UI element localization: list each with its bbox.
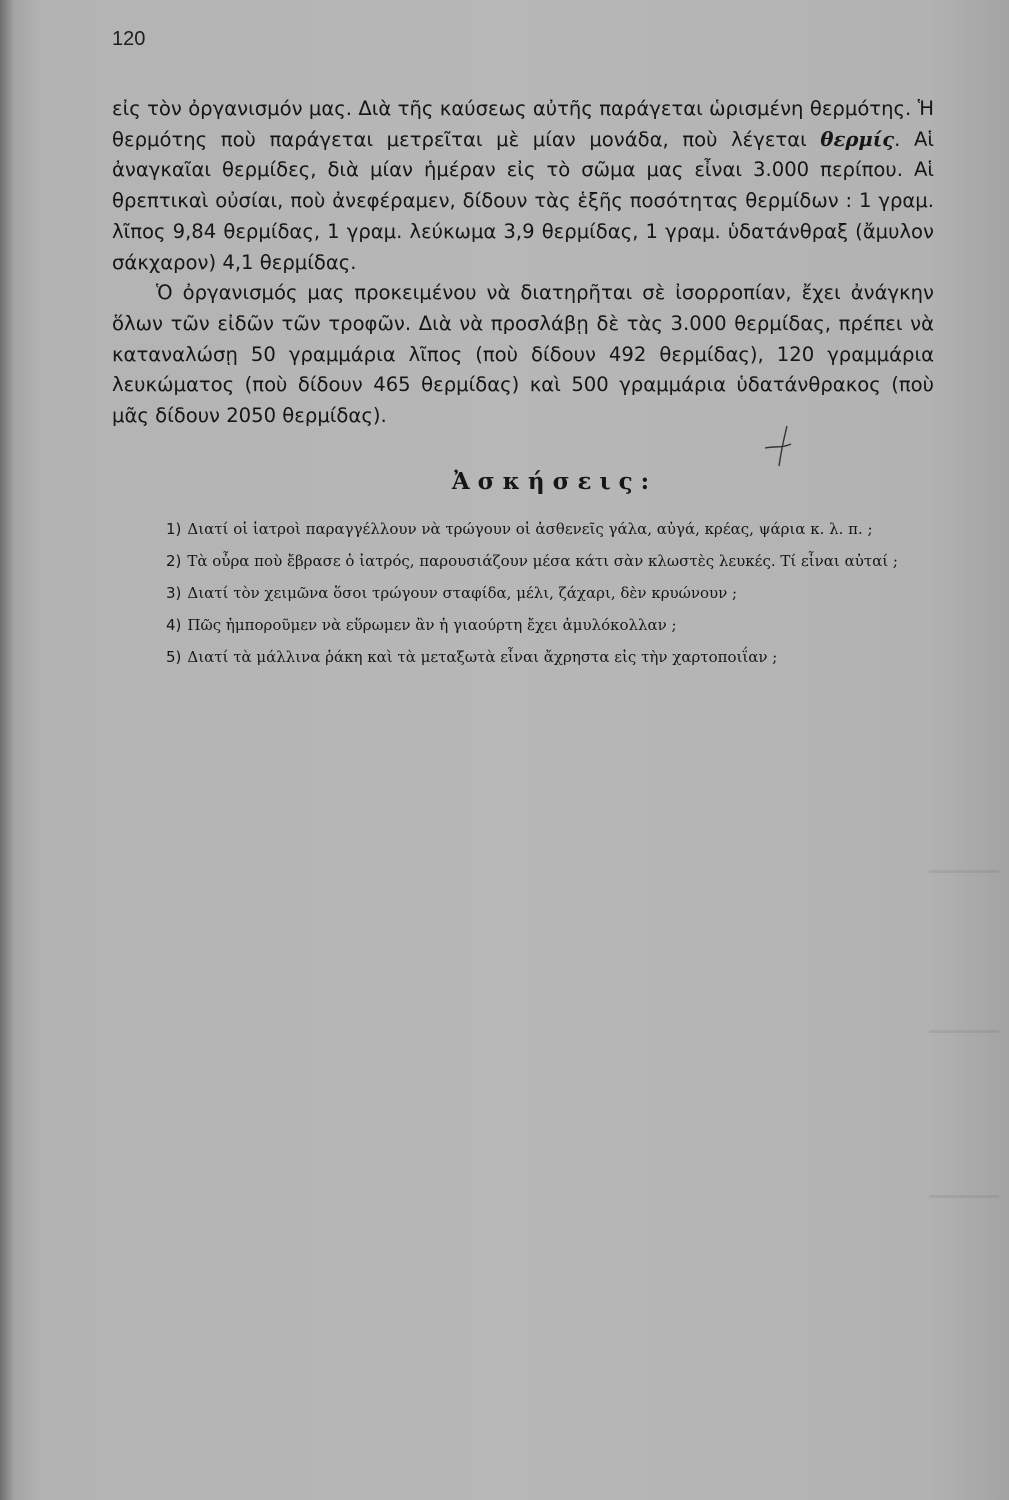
exercise-number: 5) (166, 648, 182, 666)
bleed-through-mark (929, 870, 999, 873)
paragraph-1-part-1: εἰς τὸν ὀργανισμόν μας. Διὰ τῆς καύσεως αὐτῆς παράγεται ὡρισμένη θερμότης. Ἡ θερμότης ποὺ παράγεται μετρεῖται μὲ μίαν μονάδα, ποὺ λέγεται (112, 97, 934, 151)
exercise-item (110, 614, 940, 636)
exercise-text: Διατί τὸν χειμῶνα ὅσοι τρώγουν σταφίδα, μέλι, ζάχαρι, δὲν κρυώνουν ; (187, 584, 738, 602)
exercise-item (110, 646, 940, 668)
body-text (112, 94, 934, 432)
exercise-number: 1) (166, 520, 182, 538)
exercises-list (110, 518, 940, 678)
exercise-text: Πῶς ἠμποροῦμεν νὰ εὕρωμεν ἂν ἡ γιαούρτη ἔχει ἀμυλόκολλαν ; (187, 616, 677, 634)
paragraph-1-part-2: . Αἱ ἀναγκαῖαι θερμίδες, διὰ μίαν ἡμέραν εἰς τὸ σῶμα μας εἶναι 3.000 περίπου. Αἱ θρεπτικαὶ οὐσίαι, ποὺ ἀνεφέραμεν, δίδουν τὰς ἑξῆς ποσότητας θερμίδων : 1 γραμ. λῖπος 9,84 θερμίδας, 1 γραμ. λεύκωμα 3,9 θερμίδας, 1 γραμ. ὑδατάνθραξ (ἄμυλον σάκχαρον) 4,1 θερμίδας. (112, 127, 934, 274)
exercise-text: Τὰ οὖρα ποὺ ἔβρασε ὁ ἰατρός, παρουσιάζουν μέσα κάτι σὰν κλωστὲς λευκές. Τί εἶναι αὐταί ; (187, 552, 898, 570)
exercise-number: 4) (166, 616, 182, 634)
page-edge-shadow (0, 0, 14, 1500)
exercise-text: Διατί οἱ ἰατροὶ παραγγέλλουν νὰ τρώγουν οἱ ἀσθενεῖς γάλα, αὐγά, κρέας, ψάρια κ. λ. π. ; (187, 520, 873, 538)
bleed-through-mark (929, 1195, 999, 1198)
exercise-number: 3) (166, 584, 182, 602)
term-thermis: θερμίς (820, 127, 895, 151)
exercises-title: Ἀσκήσεις: (451, 468, 658, 495)
bleed-through-mark (929, 1030, 999, 1033)
exercise-item (110, 550, 940, 572)
paragraph-1 (112, 94, 934, 278)
exercise-text: Διατί τὰ μάλλινα ῥάκη καὶ τὰ μεταξωτὰ εἶναι ἄχρηστα εἰς τὴν χαρτοποιΐαν ; (187, 648, 778, 666)
exercise-item (110, 582, 940, 604)
page-number: 120 (112, 28, 146, 50)
exercise-number: 2) (166, 552, 182, 570)
exercise-item (110, 518, 940, 540)
paragraph-2: Ὁ ὀργανισμός μας προκειμένου νὰ διατηρῆται σὲ ἰσορροπίαν, ἔχει ἀνάγκην ὅλων τῶν εἰδῶν τῶν τροφῶν. Διὰ νὰ προσλάβῃ δὲ τὰς 3.000 θερμίδας, πρέπει νὰ καταναλώσῃ 50 γραμμάρια λῖπος (ποὺ δίδουν 492 θερμίδας), 120 γραμμάρια λευκώματος (ποὺ δίδουν 465 θερμίδας) καὶ 500 γραμμάρια ὑδατάνθρακος (ποὺ μᾶς δίδουν 2050 θερμίδας). (112, 281, 934, 428)
pencil-mark-icon (757, 418, 797, 468)
